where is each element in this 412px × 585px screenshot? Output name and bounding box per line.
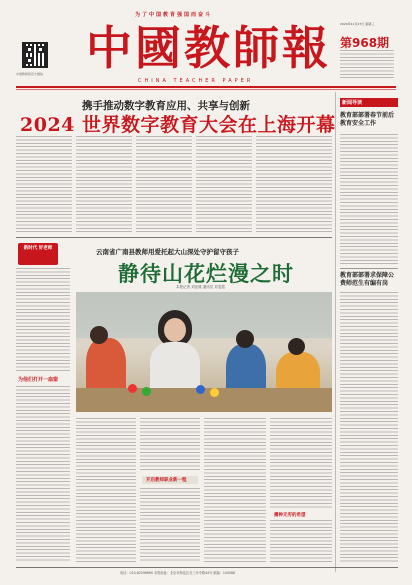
issue-number: 第968期 bbox=[340, 36, 390, 50]
feature-col3-bottom bbox=[140, 488, 200, 562]
qr-caption: 中国教师报官方微信 bbox=[16, 72, 44, 76]
feature-col2 bbox=[76, 418, 136, 562]
sidebar-item1-title[interactable]: 教育部部署春节前后教育安全工作 bbox=[340, 112, 395, 127]
headline-kicker: 携手推动数字教育应用、共享与创新 bbox=[82, 100, 250, 112]
masthead-title: 中國教師報 bbox=[86, 21, 331, 75]
feature-badge-label: 新时代 好老师 bbox=[23, 246, 53, 251]
lead-article-col1 bbox=[16, 136, 72, 232]
sidebar-section-label: 新闻导读 bbox=[342, 100, 363, 106]
feature-subhead-1: 为他们打开一扇窗 bbox=[18, 377, 59, 383]
feature-subhead-2: 开启教师职业新一程 bbox=[146, 478, 187, 483]
feature-photo bbox=[76, 292, 332, 412]
sidebar-item1-body bbox=[340, 134, 398, 264]
lead-article-col3 bbox=[136, 136, 192, 232]
masthead-rule bbox=[16, 86, 396, 88]
footer-info: 电话：010-82296660 本报地址：北京市海淀区北三环中路44号 邮编：100088 bbox=[120, 571, 236, 575]
feature-col3-top bbox=[140, 418, 200, 472]
date-line: 2024年11月27日 星期三 bbox=[340, 22, 375, 26]
qr-code-icon bbox=[22, 42, 48, 68]
masthead-english: CHINA TEACHER PAPER bbox=[138, 78, 254, 84]
feature-col4 bbox=[204, 418, 266, 562]
feature-byline: 本报记者 刘亚雄 通讯员 邓雯霞 bbox=[176, 285, 225, 289]
slogan: 为了中国教育强国而奋斗 bbox=[135, 12, 213, 18]
feature-badge bbox=[18, 243, 58, 265]
sidebar-item2-title[interactable]: 教育部部署求保障公费师范生有编有岗 bbox=[340, 272, 395, 287]
lead-article-col4 bbox=[196, 136, 252, 232]
headline-title: 2024 世界数字教育大会在上海开幕 bbox=[20, 114, 336, 136]
feature-left-col-top bbox=[16, 268, 70, 372]
feature-subhead-4: 播种无穷的希望 bbox=[274, 513, 306, 518]
lead-article-col5 bbox=[256, 136, 332, 232]
pub-info-block bbox=[340, 50, 394, 80]
feature-col5-top bbox=[270, 418, 332, 508]
feature-left-col-bottom bbox=[16, 386, 70, 562]
feature-kicker: 云南省广南县教师用爱托起大山深处守护留守孩子 bbox=[96, 248, 239, 256]
sidebar-item2-body bbox=[340, 292, 398, 562]
lead-article-col2 bbox=[76, 136, 132, 232]
feature-col5-bottom bbox=[270, 520, 332, 562]
feature-title: 静待山花烂漫之时 bbox=[118, 261, 294, 286]
